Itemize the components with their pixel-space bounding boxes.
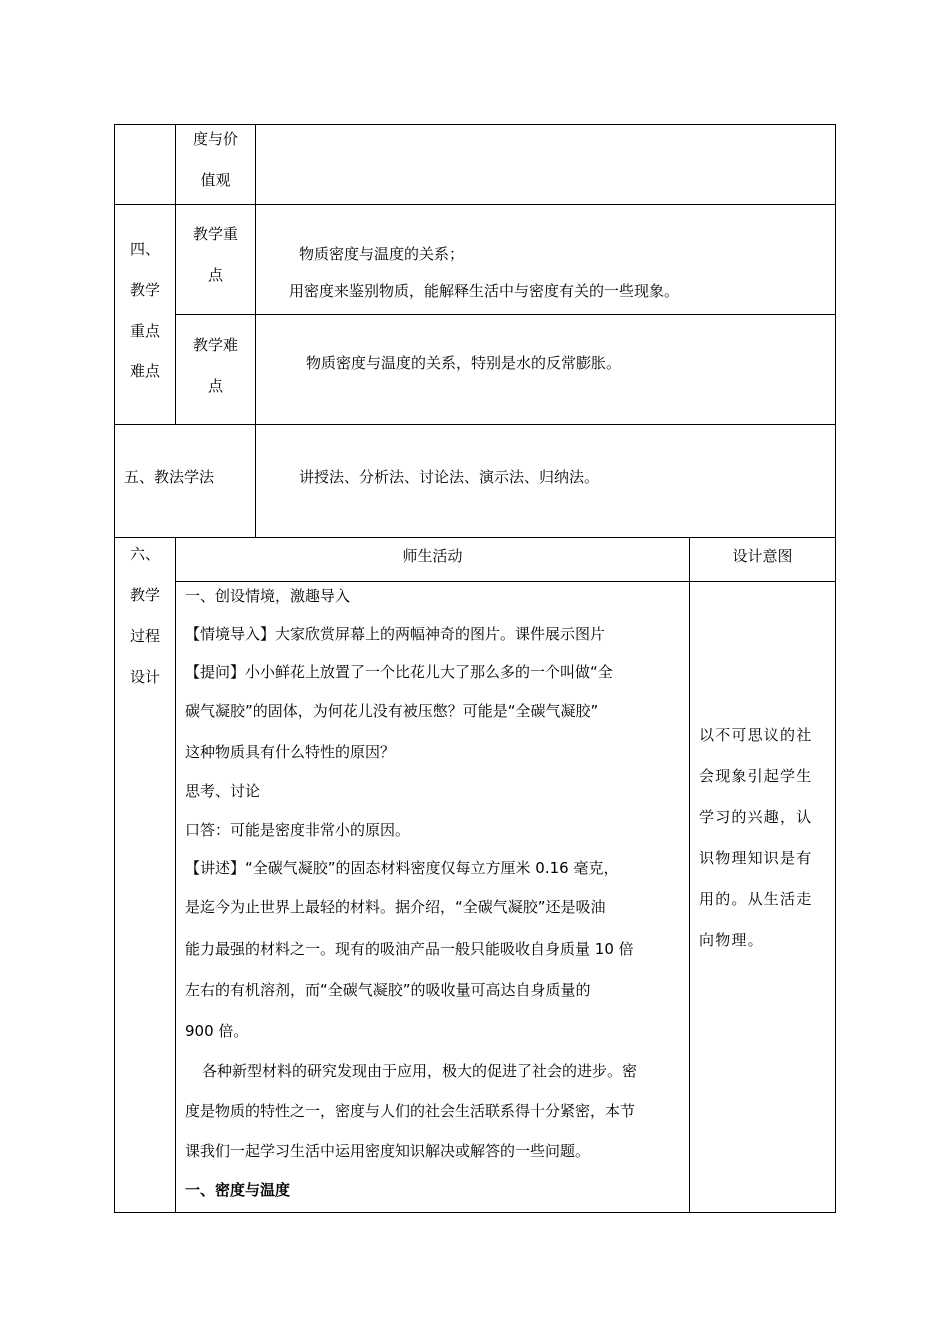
table-border	[114, 204, 836, 205]
difficult-points-text: 物质密度与温度的关系，特别是水的反常膨胀。	[306, 354, 622, 372]
methods-text: 讲授法、分析法、讨论法、演示法、归纳法。	[299, 468, 600, 486]
section-title: 教学	[129, 281, 160, 299]
intent-line: 用的。从生活走	[699, 890, 813, 908]
difficult-points-label: 教学难	[192, 336, 238, 354]
activity-line: 这种物质具有什么特性的原因？	[185, 743, 396, 761]
table-border	[255, 424, 256, 538]
table-border	[114, 1212, 836, 1213]
table-border	[175, 537, 176, 1213]
activity-heading: 一、密度与温度	[185, 1181, 291, 1199]
table-border	[255, 124, 256, 425]
activity-line: 口答：可能是密度非常小的原因。	[185, 821, 411, 839]
key-points-label: 点	[207, 266, 223, 284]
table-border	[175, 581, 836, 582]
activity-line: 900 倍。	[185, 1022, 249, 1040]
row-label: 值观	[200, 171, 231, 189]
activity-line: 思考、讨论	[185, 782, 261, 800]
section-title: 四、	[129, 240, 160, 258]
key-points-text: 物质密度与温度的关系；	[299, 245, 465, 263]
section-title: 过程	[129, 627, 160, 645]
activity-line: 是迄今为止世界上最轻的材料。据介绍，“全碳气凝胶”还是吸油	[185, 898, 606, 916]
activity-line: 【提问】小小鲜花上放置了一个比花儿大了那么多的一个叫做“全	[185, 663, 613, 681]
section-title: 五、教法学法	[124, 468, 215, 486]
section-title: 六、	[129, 545, 160, 563]
activity-line: 【情境导入】大家欣赏屏幕上的两幅神奇的图片。课件展示图片	[185, 625, 606, 643]
activity-header: 师生活动	[402, 547, 463, 565]
table-border	[175, 314, 836, 315]
intent-header: 设计意图	[732, 547, 793, 565]
intent-line: 向物理。	[699, 931, 764, 949]
activity-line: 能力最强的材料之一。现有的吸油产品一般只能吸收自身质量 10 倍	[185, 940, 634, 958]
intent-line: 会现象引起学生	[699, 767, 813, 785]
table-border	[114, 424, 836, 425]
activity-line: 度是物质的特性之一，密度与人们的社会生活联系得十分紧密，本节	[185, 1102, 636, 1120]
section-title: 教学	[129, 586, 160, 604]
activity-line: 左右的有机溶剂，而“全碳气凝胶”的吸收量可高达自身质量的	[185, 981, 591, 999]
intent-line: 以不可思议的社	[699, 726, 813, 744]
table-border	[835, 124, 836, 1213]
table-border	[114, 124, 836, 125]
table-border	[114, 537, 836, 538]
key-points-text: 用密度来鉴别物质，能解释生活中与密度有关的一些现象。	[289, 282, 680, 300]
row-label: 度与价	[192, 130, 238, 148]
activity-line: 碳气凝胶”的固体，为何花儿没有被压憋？可能是“全碳气凝胶”	[185, 702, 599, 720]
activity-line: 一、创设情境，激趣导入	[185, 587, 351, 605]
intent-line: 学习的兴趣，认	[699, 808, 813, 826]
section-title: 难点	[129, 362, 160, 380]
section-title: 重点	[129, 322, 160, 340]
activity-line: 各种新型材料的研究发现由于应用，极大的促进了社会的进步。密	[202, 1062, 638, 1080]
table-border	[689, 537, 690, 1213]
section-title: 设计	[129, 668, 160, 686]
intent-line: 识物理知识是有	[699, 849, 813, 867]
activity-line: 【讲述】“全碳气凝胶”的固态材料密度仅每立方厘米 0.16 毫克，	[185, 859, 619, 877]
key-points-label: 教学重	[192, 225, 238, 243]
activity-line: 课我们一起学习生活中运用密度知识解决或解答的一些问题。	[185, 1142, 591, 1160]
difficult-points-label: 点	[207, 377, 223, 395]
